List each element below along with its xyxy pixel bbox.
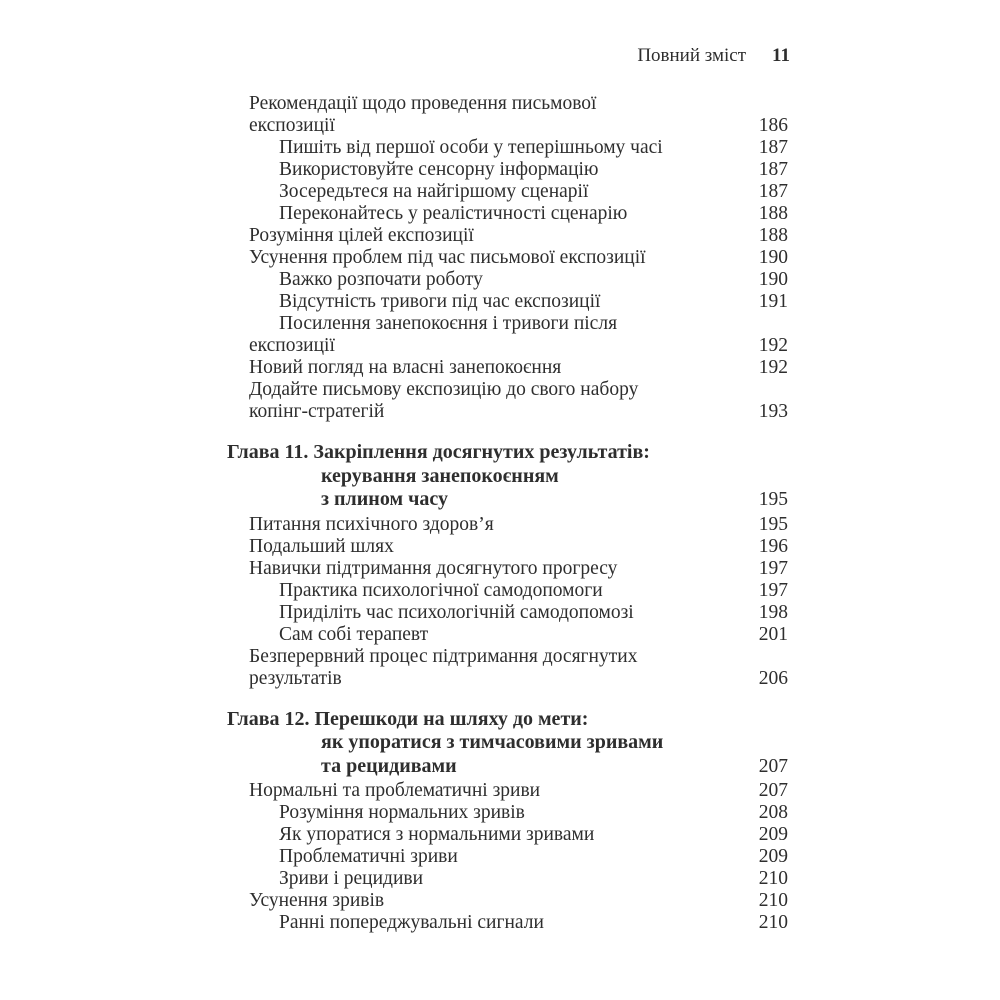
toc-entry [227, 159, 788, 181]
toc-entry-text: Глава 12. Перешкоди на шляху до мети: [227, 707, 589, 730]
toc-entry-text: Подальший шлях [249, 535, 394, 557]
toc-entry [227, 890, 788, 912]
toc-entry-line [227, 824, 788, 846]
toc-entry-text: Новий погляд на власні занепокоєння [249, 357, 562, 378]
toc-entry-page-number: 190 [758, 269, 788, 290]
toc-entry-page-number: 187 [758, 137, 788, 158]
toc-entry-line [227, 912, 788, 934]
toc-entry-page-number: 187 [758, 159, 788, 180]
toc-entry-page-number: 197 [758, 579, 788, 601]
toc-entry-text: Практика психологічної самодопомоги [279, 579, 603, 601]
toc-entry [227, 313, 788, 357]
toc-entry-page-number: 209 [758, 824, 788, 845]
toc-entry [227, 379, 788, 423]
toc-entry-page-number: 186 [758, 115, 788, 136]
toc-entry-page-number: 208 [758, 802, 788, 823]
toc-entry-page-number: 201 [758, 623, 788, 645]
toc-entry [227, 291, 788, 313]
toc-entry-line [227, 708, 788, 732]
toc-entry-page-number: 190 [758, 247, 788, 268]
toc-entry-text: та рецидивами [321, 754, 457, 777]
toc-entry-text: Ранні попереджувальні сигнали [279, 912, 544, 933]
toc-entry-page-number: 191 [758, 291, 788, 312]
toc-entry-text: Нормальні та проблематичні зриви [249, 780, 541, 801]
toc-entry-page-number: 210 [758, 890, 788, 911]
toc-entry-line [227, 624, 788, 646]
toc-entry-page-number: 210 [758, 912, 788, 933]
running-header-title: Повний зміст [637, 45, 747, 66]
toc-entry-text: копінг-стратегій [249, 401, 385, 422]
toc-entry-page-number: 207 [758, 780, 788, 801]
toc-entry-text: Додайте письмову експозицію до свого набору [249, 379, 639, 400]
running-header-page-number: 11 [772, 45, 790, 66]
toc-entry [227, 868, 788, 890]
toc-entry-line [227, 115, 788, 137]
toc-entry-line [227, 536, 788, 558]
toc-entry-text: результатів [249, 667, 342, 689]
toc-entry [227, 624, 788, 646]
toc-entry-text: Проблематичні зриви [279, 846, 458, 867]
toc-entry [227, 247, 788, 269]
toc-entry-text: з плином часу [321, 488, 448, 510]
toc-entry-line [227, 802, 788, 824]
toc-entry-text: як упоратися з тимчасовими зривами [321, 731, 664, 753]
toc-entry-line [227, 93, 788, 115]
toc-entry [227, 780, 788, 802]
toc-entry-line [227, 868, 788, 890]
toc-entry-line [227, 602, 788, 624]
toc-entry-line [227, 441, 788, 465]
toc-entry-line [227, 646, 788, 668]
toc-entry [227, 580, 788, 602]
toc-entry-line [227, 181, 788, 203]
toc-entry-line [227, 731, 788, 755]
toc-entry-line [227, 379, 788, 401]
toc-entry-page-number: 187 [758, 181, 788, 202]
toc-entry [227, 802, 788, 824]
running-header [0, 45, 790, 67]
toc-entry-line [227, 225, 788, 247]
toc-entry-line [227, 668, 788, 690]
toc-entry-page-number: 192 [758, 335, 788, 356]
toc-list [227, 93, 788, 934]
toc-chapter-entry [227, 708, 788, 779]
toc-entry-text: Усунення зривів [249, 890, 385, 911]
toc-entry-line [227, 580, 788, 602]
toc-entry-text: експозиції [249, 335, 335, 356]
toc-entry-text: Важко розпочати роботу [279, 269, 483, 290]
toc-entry-page-number: 210 [758, 868, 788, 889]
toc-entry [227, 824, 788, 846]
toc-entry-text: Зосередьтеся на найгіршому сценарії [279, 181, 589, 202]
toc-entry-page-number: 195 [758, 513, 788, 535]
toc-entry-line [227, 291, 788, 313]
toc-entry-line [227, 203, 788, 225]
toc-entry-page-number: 192 [758, 357, 788, 378]
toc-entry-page-number: 188 [758, 203, 788, 224]
toc-entry [227, 846, 788, 868]
toc-entry-line [227, 488, 788, 512]
toc-entry-line [227, 269, 788, 291]
toc-entry-line [227, 313, 788, 335]
toc-entry [227, 93, 788, 137]
toc-entry-text: Сам собі терапевт [279, 623, 429, 645]
toc-entry-text: Розуміння цілей експозиції [249, 225, 474, 246]
toc-entry-line [227, 514, 788, 536]
toc-entry-text: експозиції [249, 115, 335, 136]
toc-entry-line [227, 846, 788, 868]
toc-entry-line [227, 335, 788, 357]
toc-entry-text: Зриви і рецидиви [279, 868, 424, 889]
toc-entry [227, 181, 788, 203]
toc-entry-text: Переконайтесь у реалістичності сценарію [279, 203, 628, 224]
toc-entry-line [227, 137, 788, 159]
toc-entry [227, 357, 788, 379]
toc-entry [227, 536, 788, 558]
toc-entry [227, 225, 788, 247]
toc-entry-text: Розуміння нормальних зривів [279, 802, 525, 823]
toc-entry-text: керування занепокоєнням [321, 464, 559, 487]
toc-entry-line [227, 755, 788, 779]
toc-entry [227, 203, 788, 225]
toc-entry-page-number: 209 [758, 846, 788, 867]
toc-entry-text: Як упоратися з нормальними зривами [279, 824, 595, 845]
toc-entry-page-number: 197 [758, 557, 788, 579]
toc-entry-line [227, 890, 788, 912]
toc-entry-page-number: 193 [758, 401, 788, 422]
toc-entry-line [227, 558, 788, 580]
toc-entry-text: Пишіть від першої особи у теперішньому часі [279, 137, 663, 158]
toc-entry-text: Безперервний процес підтримання досягнутих [249, 645, 638, 667]
toc-entry [227, 558, 788, 580]
toc-entry [227, 137, 788, 159]
toc-entry-line [227, 159, 788, 181]
toc-entry [227, 646, 788, 690]
toc-entry-line [227, 780, 788, 802]
toc-entry-line [227, 357, 788, 379]
toc-entry-line [227, 401, 788, 423]
toc-entry-page-number: 195 [758, 489, 788, 510]
toc-entry-text: Приділіть час психологічній самодопомозі [279, 601, 634, 623]
toc-entry-page-number: 188 [758, 225, 788, 246]
toc-entry-text: Глава 11. Закріплення досягнутих результатів: [227, 441, 650, 463]
toc-entry-text: Рекомендації щодо проведення письмової [249, 93, 597, 114]
toc-entry-page-number: 206 [758, 667, 788, 689]
toc-chapter-entry [227, 441, 788, 512]
toc-entry-page-number: 198 [758, 601, 788, 623]
toc-entry-text: Використовуйте сенсорну інформацію [279, 159, 599, 180]
toc-entry-page-number: 196 [758, 535, 788, 557]
toc-entry [227, 912, 788, 934]
toc-entry-line [227, 465, 788, 489]
toc-entry-text: Питання психічного здоров’я [249, 513, 494, 535]
toc-entry-text: Навички підтримання досягнутого прогресу [249, 557, 618, 579]
toc-entry [227, 514, 788, 536]
toc-entry-text: Відсутність тривоги під час експозиції [279, 291, 601, 312]
toc-entry [227, 269, 788, 291]
toc-entry-page-number: 207 [758, 755, 788, 777]
toc-entry [227, 602, 788, 624]
toc-entry-line [227, 247, 788, 269]
toc-entry-text: Усунення проблем під час письмової експозиції [249, 247, 646, 268]
toc-entry-text: Посилення занепокоєння і тривоги після [279, 313, 618, 334]
